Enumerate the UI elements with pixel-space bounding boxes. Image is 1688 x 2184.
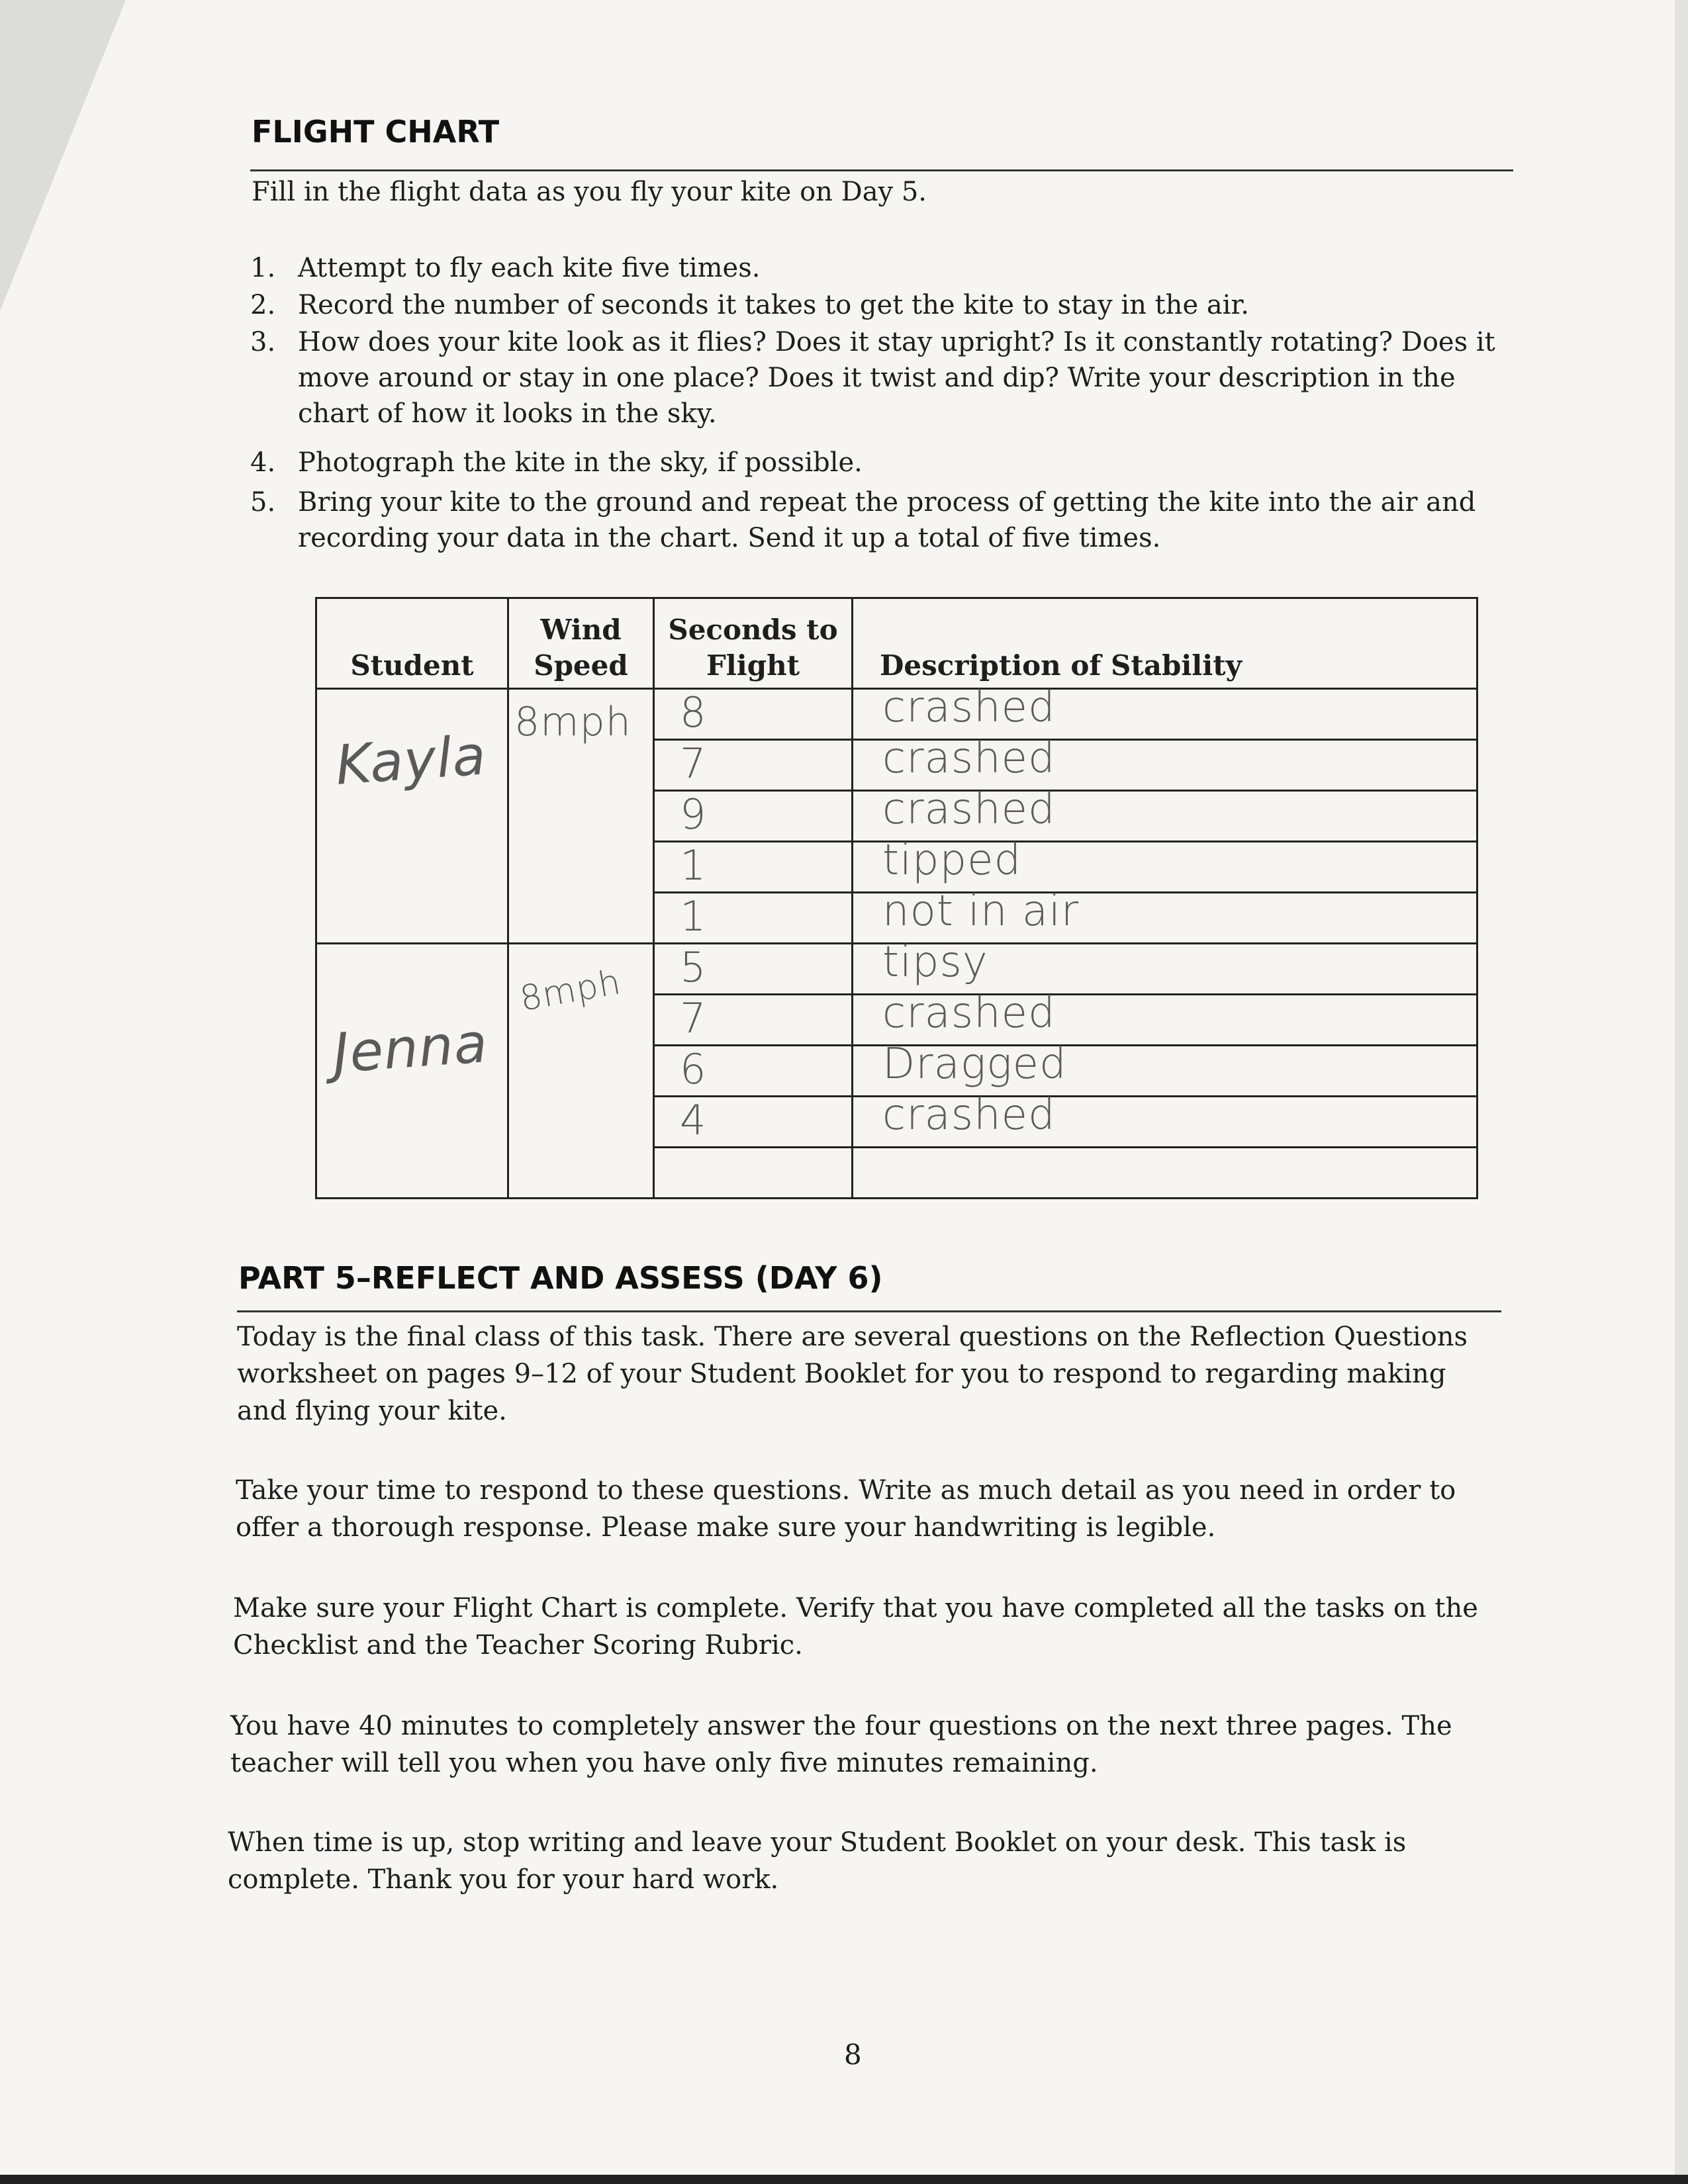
step-text: Bring your kite to the ground and repeat the process of getting the kite into the air and recording your data in the chart. Send it up a total of five times.: [298, 487, 1476, 553]
part5-paragraph: Make sure your Flight Chart is complete. Verify that you have completed all the tasks on the Checklist and the Teacher Scoring Rubric.: [233, 1593, 1478, 1661]
part5-paragraph: When time is up, stop writing and leave your Student Booklet on your desk. This task is complete. Thank you for your hard work.: [228, 1827, 1407, 1895]
seconds-cell: [654, 893, 853, 944]
description-cell: [853, 938, 1477, 995]
description-value: not in air: [882, 887, 1080, 936]
wind-speed-value: 8mph: [514, 699, 632, 745]
seconds-cell: [654, 842, 853, 893]
header-wind-speed: Wind Speed: [508, 598, 654, 689]
seconds-cell: [654, 689, 853, 740]
description-cell: [853, 1040, 1477, 1097]
page-edge: [1675, 0, 1688, 2184]
seconds-value: 1: [680, 892, 707, 940]
heading-rule: [237, 1310, 1501, 1312]
description-value: crashed: [882, 683, 1056, 732]
description-cell: [853, 989, 1477, 1046]
seconds-cell: [654, 740, 853, 791]
seconds-cell: [654, 791, 853, 842]
scan-border: [0, 2175, 1688, 2184]
seconds-value: 4: [680, 1096, 707, 1144]
part5-paragraph: Today is the final class of this task. There are several questions on the Reflection Questions worksheet on pages 9–12 of your Student Booklet for you to respond to regarding making and flying your kite.: [237, 1322, 1468, 1426]
seconds-value: 7: [680, 739, 707, 788]
wind-speed-cell: [508, 689, 654, 944]
flight-chart-heading: FLIGHT CHART: [252, 114, 500, 150]
wind-speed-value: 8mph: [516, 962, 624, 1019]
student-name: Kayla: [333, 724, 489, 797]
description-cell: [853, 887, 1477, 944]
student-cell: [316, 944, 508, 1199]
description-cell: [853, 683, 1477, 740]
seconds-cell: [654, 1148, 853, 1199]
torn-corner: [0, 0, 126, 311]
description-cell: [853, 1091, 1477, 1148]
student-name: Jenna: [330, 1011, 490, 1086]
description-cell: [853, 836, 1477, 893]
step-number: 5.: [250, 487, 276, 518]
seconds-value: 7: [680, 994, 707, 1042]
step-text: Attempt to fly each kite five times.: [298, 253, 761, 283]
wind-speed-cell: [508, 944, 654, 1199]
seconds-value: 9: [680, 790, 707, 839]
flight-chart-intro: Fill in the flight data as you fly your kite on Day 5.: [252, 177, 927, 207]
description-value: Dragged: [882, 1040, 1067, 1089]
part5-paragraph: Take your time to respond to these questions. Write as much detail as you need in order to offer a thorough response. Please make sure your handwriting is legible.: [236, 1475, 1456, 1543]
description-value: crashed: [882, 1091, 1056, 1140]
step-number: 2.: [250, 290, 276, 320]
page-number: 8: [844, 2038, 862, 2071]
step-text: Photograph the kite in the sky, if possible.: [298, 447, 863, 478]
header-description: Description of Stability: [853, 598, 1477, 689]
student-cell: [316, 689, 508, 944]
step-number: 1.: [250, 253, 276, 283]
description-value: tipsy: [882, 938, 988, 987]
description-value: tipped: [882, 836, 1022, 885]
heading-rule: [250, 169, 1513, 171]
step-text: How does your kite look as it flies? Does it stay upright? Is it constantly rotating? Does it move around or stay in one place? Does it twist and dip? Write your description in the chart of how it looks in the sky.: [298, 327, 1495, 429]
part5-paragraph: You have 40 minutes to completely answer the four questions on the next three pages. The teacher will tell you when you have only five minutes remaining.: [230, 1711, 1452, 1778]
description-cell: [853, 1148, 1477, 1199]
description-value: crashed: [882, 734, 1056, 783]
table-row: [316, 944, 1477, 995]
description-value: crashed: [882, 989, 1056, 1038]
header-seconds: Seconds to Flight: [654, 598, 853, 689]
seconds-value: 1: [680, 841, 707, 889]
table-row: [316, 689, 1477, 740]
flight-data-table: [315, 597, 1478, 1199]
step-number: 4.: [250, 447, 276, 478]
seconds-cell: [654, 944, 853, 995]
seconds-cell: [654, 1046, 853, 1097]
seconds-value: 5: [680, 943, 707, 991]
seconds-value: 6: [680, 1045, 707, 1093]
description-cell: [853, 785, 1477, 842]
part5-heading: PART 5–REFLECT AND ASSESS (DAY 6): [238, 1260, 883, 1296]
header-student: Student: [316, 598, 508, 689]
seconds-value: 8: [680, 688, 707, 737]
description-value: crashed: [882, 785, 1056, 834]
table-header-row: [316, 598, 1477, 689]
seconds-cell: [654, 1097, 853, 1148]
step-text: Record the number of seconds it takes to get the kite to stay in the air.: [298, 290, 1249, 320]
description-cell: [853, 734, 1477, 791]
step-number: 3.: [250, 327, 276, 357]
seconds-cell: [654, 995, 853, 1046]
